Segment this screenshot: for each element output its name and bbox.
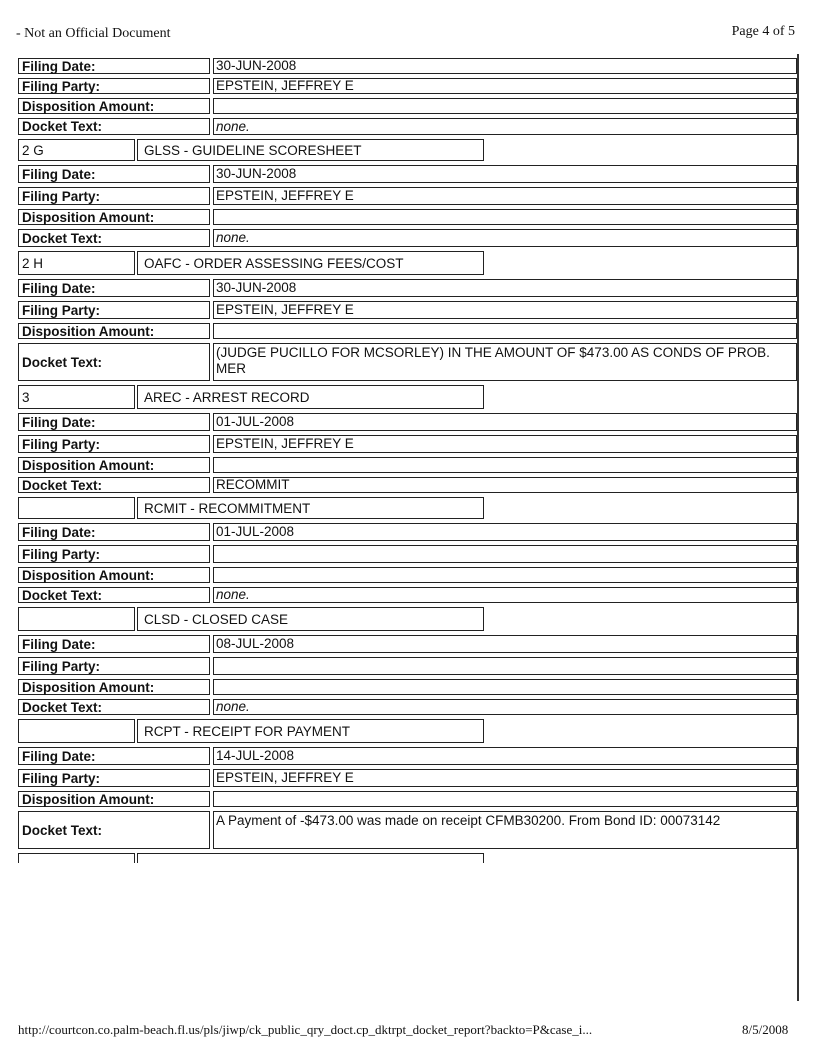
filing-date-value: 30-JUN-2008	[213, 58, 797, 74]
filing-date-label: Filing Date:	[18, 165, 210, 183]
filing-party-value	[213, 545, 797, 563]
filing-party-label: Filing Party:	[18, 301, 210, 319]
filing-party-row	[16, 185, 799, 207]
docket-text-value: (JUDGE PUCILLO FOR MCSORLEY) IN THE AMOUNT OF $473.00 AS CONDS OF PROB. MER	[213, 343, 797, 381]
entry-code: 3	[18, 385, 135, 409]
filing-date-value: 01-JUL-2008	[213, 413, 797, 431]
filing-party-row	[16, 433, 799, 455]
filing-date-value: 30-JUN-2008	[213, 165, 797, 183]
source-url: http://courtcon.co.palm-beach.fl.us/pls/jiwp/ck_public_qry_doct.cp_dktrpt_docket_report?backto=P&case_i...	[18, 1022, 593, 1037]
entry-description: RCPT - RECEIPT FOR PAYMENT	[137, 719, 484, 743]
docket-text-value: none.	[213, 587, 797, 603]
entry-description: OAFC - ORDER ASSESSING FEES/COST	[137, 251, 484, 275]
filing-date-row	[16, 745, 799, 767]
entry-description: RCMIT - RECOMMITMENT	[137, 497, 484, 519]
disposition-amount-row	[16, 96, 799, 116]
disposition-amount-label: Disposition Amount:	[18, 791, 210, 807]
docket-text-value: none.	[213, 118, 797, 135]
docket-text-row	[16, 697, 799, 717]
docket-text-label: Docket Text:	[18, 229, 210, 247]
disposition-amount-label: Disposition Amount:	[18, 323, 210, 339]
docket-text-row	[16, 227, 799, 249]
docket-text-row	[16, 341, 799, 383]
entry-code	[18, 719, 135, 743]
disposition-amount-value	[213, 209, 797, 225]
page-number: Page 4 of 5	[731, 24, 795, 39]
disposition-amount-row	[16, 789, 799, 809]
filing-party-row	[16, 299, 799, 321]
entry-header-row	[16, 137, 799, 163]
entry-header-row	[16, 495, 799, 521]
filing-date-row	[16, 163, 799, 185]
filing-party-value: EPSTEIN, JEFFREY E	[213, 78, 797, 94]
filing-date-label: Filing Date:	[18, 747, 210, 765]
entry-header-row	[16, 249, 799, 277]
docket-text-value: none.	[213, 229, 797, 247]
disposition-amount-value	[213, 457, 797, 473]
entry-description: AREC - ARREST RECORD	[137, 385, 484, 409]
docket-text-value: none.	[213, 699, 797, 715]
docket-text-label: Docket Text:	[18, 343, 210, 381]
docket-text-label: Docket Text:	[18, 699, 210, 715]
filing-date-value: 01-JUL-2008	[213, 523, 797, 541]
entry-code	[18, 497, 135, 519]
docket-table	[16, 56, 799, 863]
filing-party-label: Filing Party:	[18, 657, 210, 675]
disposition-amount-label: Disposition Amount:	[18, 209, 210, 225]
filing-date-value: 14-JUL-2008	[213, 747, 797, 765]
filing-date-label: Filing Date:	[18, 635, 210, 653]
filing-party-row	[16, 76, 799, 96]
filing-date-value: 08-JUL-2008	[213, 635, 797, 653]
disposition-amount-label: Disposition Amount:	[18, 567, 210, 583]
docket-text-label: Docket Text:	[18, 587, 210, 603]
print-date: 8/5/2008	[742, 1022, 789, 1037]
filing-party-label: Filing Party:	[18, 187, 210, 205]
filing-date-value: 30-JUN-2008	[213, 279, 797, 297]
docket-text-row	[16, 116, 799, 137]
disposition-amount-label: Disposition Amount:	[18, 679, 210, 695]
filing-date-row	[16, 277, 799, 299]
entry-description: GLSS - GUIDELINE SCORESHEET	[137, 139, 484, 161]
filing-party-row	[16, 655, 799, 677]
disposition-amount-label: Disposition Amount:	[18, 457, 210, 473]
disposition-amount-value	[213, 98, 797, 114]
filing-date-label: Filing Date:	[18, 279, 210, 297]
document-disclaimer: - Not an Official Document	[16, 26, 171, 41]
filing-date-row	[16, 521, 799, 543]
filing-party-row	[16, 767, 799, 789]
disposition-amount-row	[16, 455, 799, 475]
docket-text-value: RECOMMIT	[213, 477, 797, 493]
filing-party-label: Filing Party:	[18, 78, 210, 94]
docket-text-value: A Payment of -$473.00 was made on receipt CFMB30200. From Bond ID: 00073142	[213, 811, 797, 849]
truncated-entry-description	[137, 853, 484, 863]
disposition-amount-row	[16, 677, 799, 697]
filing-party-row	[16, 543, 799, 565]
disposition-amount-row	[16, 565, 799, 585]
filing-party-value: EPSTEIN, JEFFREY E	[213, 187, 797, 205]
filing-party-value	[213, 657, 797, 675]
entry-description: CLSD - CLOSED CASE	[137, 607, 484, 631]
filing-date-label: Filing Date:	[18, 523, 210, 541]
disposition-amount-row	[16, 321, 799, 341]
entry-header-row	[16, 383, 799, 411]
disposition-amount-row	[16, 207, 799, 227]
disposition-amount-label: Disposition Amount:	[18, 98, 210, 114]
docket-text-label: Docket Text:	[18, 118, 210, 135]
disposition-amount-value	[213, 567, 797, 583]
filing-party-value: EPSTEIN, JEFFREY E	[213, 301, 797, 319]
docket-text-label: Docket Text:	[18, 811, 210, 849]
filing-party-value: EPSTEIN, JEFFREY E	[213, 769, 797, 787]
filing-party-value: EPSTEIN, JEFFREY E	[213, 435, 797, 453]
filing-date-row	[16, 411, 799, 433]
filing-date-label: Filing Date:	[18, 413, 210, 431]
filing-date-label: Filing Date:	[18, 58, 210, 74]
truncated-entry-code	[18, 853, 135, 863]
filing-party-label: Filing Party:	[18, 435, 210, 453]
disposition-amount-value	[213, 323, 797, 339]
docket-text-row	[16, 809, 799, 851]
filing-date-row	[16, 633, 799, 655]
docket-text-row	[16, 475, 799, 495]
filing-date-row	[16, 56, 799, 76]
docket-text-label: Docket Text:	[18, 477, 210, 493]
entry-code: 2 H	[18, 251, 135, 275]
truncated-entry-row	[16, 851, 799, 863]
entry-code: 2 G	[18, 139, 135, 161]
disposition-amount-value	[213, 679, 797, 695]
entry-code	[18, 607, 135, 631]
filing-party-label: Filing Party:	[18, 545, 210, 563]
filing-party-label: Filing Party:	[18, 769, 210, 787]
entry-header-row	[16, 717, 799, 745]
entry-header-row	[16, 605, 799, 633]
docket-text-row	[16, 585, 799, 605]
disposition-amount-value	[213, 791, 797, 807]
